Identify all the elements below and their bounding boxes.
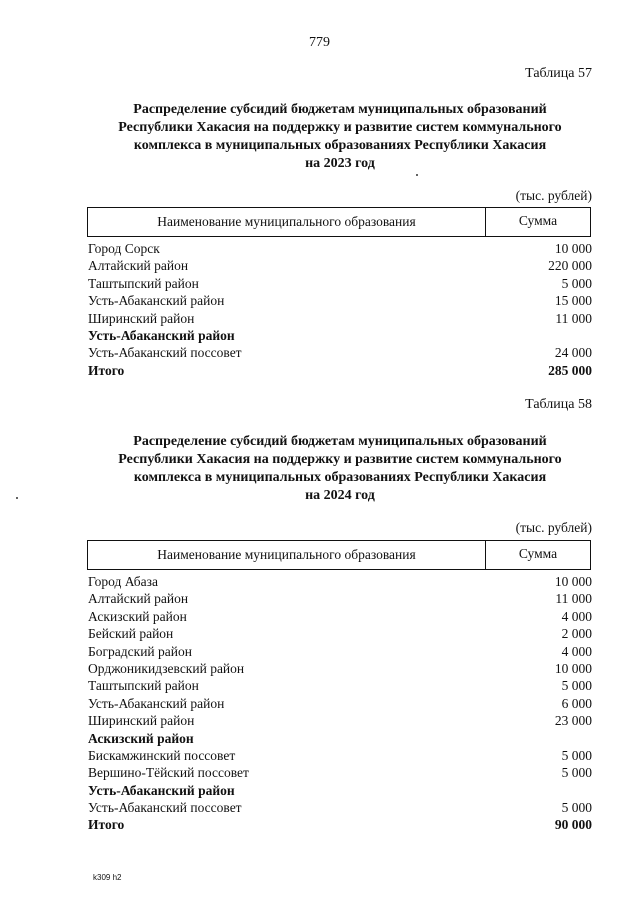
row-amount: 23 000 <box>554 713 592 729</box>
title-line: на 2024 год <box>305 488 375 503</box>
row-amount: 4 000 <box>561 643 592 659</box>
row-amount: 5 000 <box>561 275 592 291</box>
table-57-label: Таблица 57 <box>525 66 592 81</box>
row-name: Итого <box>88 362 125 378</box>
table-row <box>88 747 592 764</box>
table-row <box>88 799 592 816</box>
row-name: Алтайский район <box>88 591 189 607</box>
table-row-bold <box>88 730 592 747</box>
row-amount: 5 000 <box>561 765 592 781</box>
header-sum: Сумма <box>518 546 558 561</box>
title-line: комплекса в муниципальных образованиях Республики Хакасия <box>133 470 547 485</box>
row-name: Ширинский район <box>88 310 195 326</box>
row-amount: 5 000 <box>561 678 592 694</box>
row-amount: 5 000 <box>561 800 592 816</box>
row-name: Аскизский район <box>88 608 187 624</box>
row-amount: 24 000 <box>554 345 592 361</box>
header-name: Наименование муниципального образования <box>88 541 486 569</box>
row-name: Ширинский район <box>88 713 195 729</box>
row-amount: 10 000 <box>554 574 592 589</box>
table-row <box>88 240 592 257</box>
table-58-header <box>87 540 591 570</box>
table-row <box>88 677 592 694</box>
title-line: комплекса в муниципальных образованиях Республики Хакасия <box>133 138 547 153</box>
row-name: Усть-Абаканский поссовет <box>88 345 242 361</box>
row-name: Таштыпский район <box>88 678 199 694</box>
row-name: Усть-Абаканский район <box>88 293 225 309</box>
table-row <box>88 310 592 327</box>
title-line: Республики Хакасия на поддержку и развитие систем коммунального <box>118 452 562 467</box>
title-line: Распределение субсидий бюджетам муниципальных образований <box>133 102 547 117</box>
row-name: Усть-Абаканский район <box>88 695 225 711</box>
table-57-rows <box>88 240 592 379</box>
row-amount: 4 000 <box>561 608 592 624</box>
title-line: на 2023 год <box>305 156 375 171</box>
row-name: Город Сорск <box>88 241 160 256</box>
table-row <box>88 764 592 781</box>
page-number: 779 <box>309 35 330 50</box>
row-name: Алтайский район <box>88 258 189 274</box>
table-row-bold <box>88 782 592 799</box>
table-row <box>88 292 592 309</box>
table-row <box>88 625 592 642</box>
row-amount: 220 000 <box>548 258 592 274</box>
scan-speck <box>16 497 18 499</box>
table-row <box>88 695 592 712</box>
table-row <box>88 344 592 361</box>
row-name: Бейский район <box>88 626 174 642</box>
table-row <box>88 590 592 607</box>
title-line: Республики Хакасия на поддержку и развитие систем коммунального <box>118 120 562 135</box>
row-amount: 6 000 <box>561 695 592 711</box>
row-name: Усть-Абаканский поссовет <box>88 800 242 816</box>
row-amount: 5 000 <box>561 747 592 763</box>
row-name: Усть-Абаканский район <box>88 327 235 343</box>
table-row <box>88 660 592 677</box>
row-name: Орджоникидзевский район <box>88 660 245 676</box>
table-58-rows <box>88 573 592 834</box>
row-name: Усть-Абаканский район <box>88 782 235 798</box>
row-amount: 90 000 <box>554 817 592 833</box>
table-row <box>88 643 592 660</box>
table-57-header <box>87 207 591 237</box>
table-row <box>88 712 592 729</box>
table-row-bold <box>88 327 592 344</box>
table-row-bold <box>88 362 592 379</box>
scan-speck <box>416 174 418 176</box>
row-amount: 15 000 <box>554 293 592 309</box>
header-sum: Сумма <box>518 213 558 228</box>
row-name: Таштыпский район <box>88 275 199 291</box>
row-amount: 285 000 <box>548 362 592 378</box>
row-amount: 10 000 <box>554 241 592 256</box>
row-amount: 11 000 <box>555 591 592 607</box>
row-name: Боградский район <box>88 643 192 659</box>
table-row-bold <box>88 816 592 833</box>
row-amount: 11 000 <box>555 310 592 326</box>
table-row <box>88 275 592 292</box>
table-57-title <box>60 101 620 173</box>
table-row <box>88 573 592 590</box>
table-57-units: (тыс. рублей) <box>515 188 592 203</box>
table-row <box>88 257 592 274</box>
row-name: Аскизский район <box>88 730 194 746</box>
table-row <box>88 608 592 625</box>
row-name: Город Абаза <box>88 574 158 589</box>
row-name: Итого <box>88 817 125 833</box>
row-name: Бискамжинский поссовет <box>88 747 236 763</box>
title-line: Распределение субсидий бюджетам муниципальных образований <box>133 434 547 449</box>
table-58-units: (тыс. рублей) <box>515 520 592 535</box>
row-name: Вершино-Тёйский поссовет <box>88 765 249 781</box>
row-amount: 2 000 <box>561 626 592 642</box>
header-name: Наименование муниципального образования <box>88 208 486 236</box>
table-58-label: Таблица 58 <box>525 397 592 412</box>
table-58-title <box>60 433 620 505</box>
row-amount: 10 000 <box>554 660 592 676</box>
footer-code: k309 h2 <box>93 873 122 882</box>
